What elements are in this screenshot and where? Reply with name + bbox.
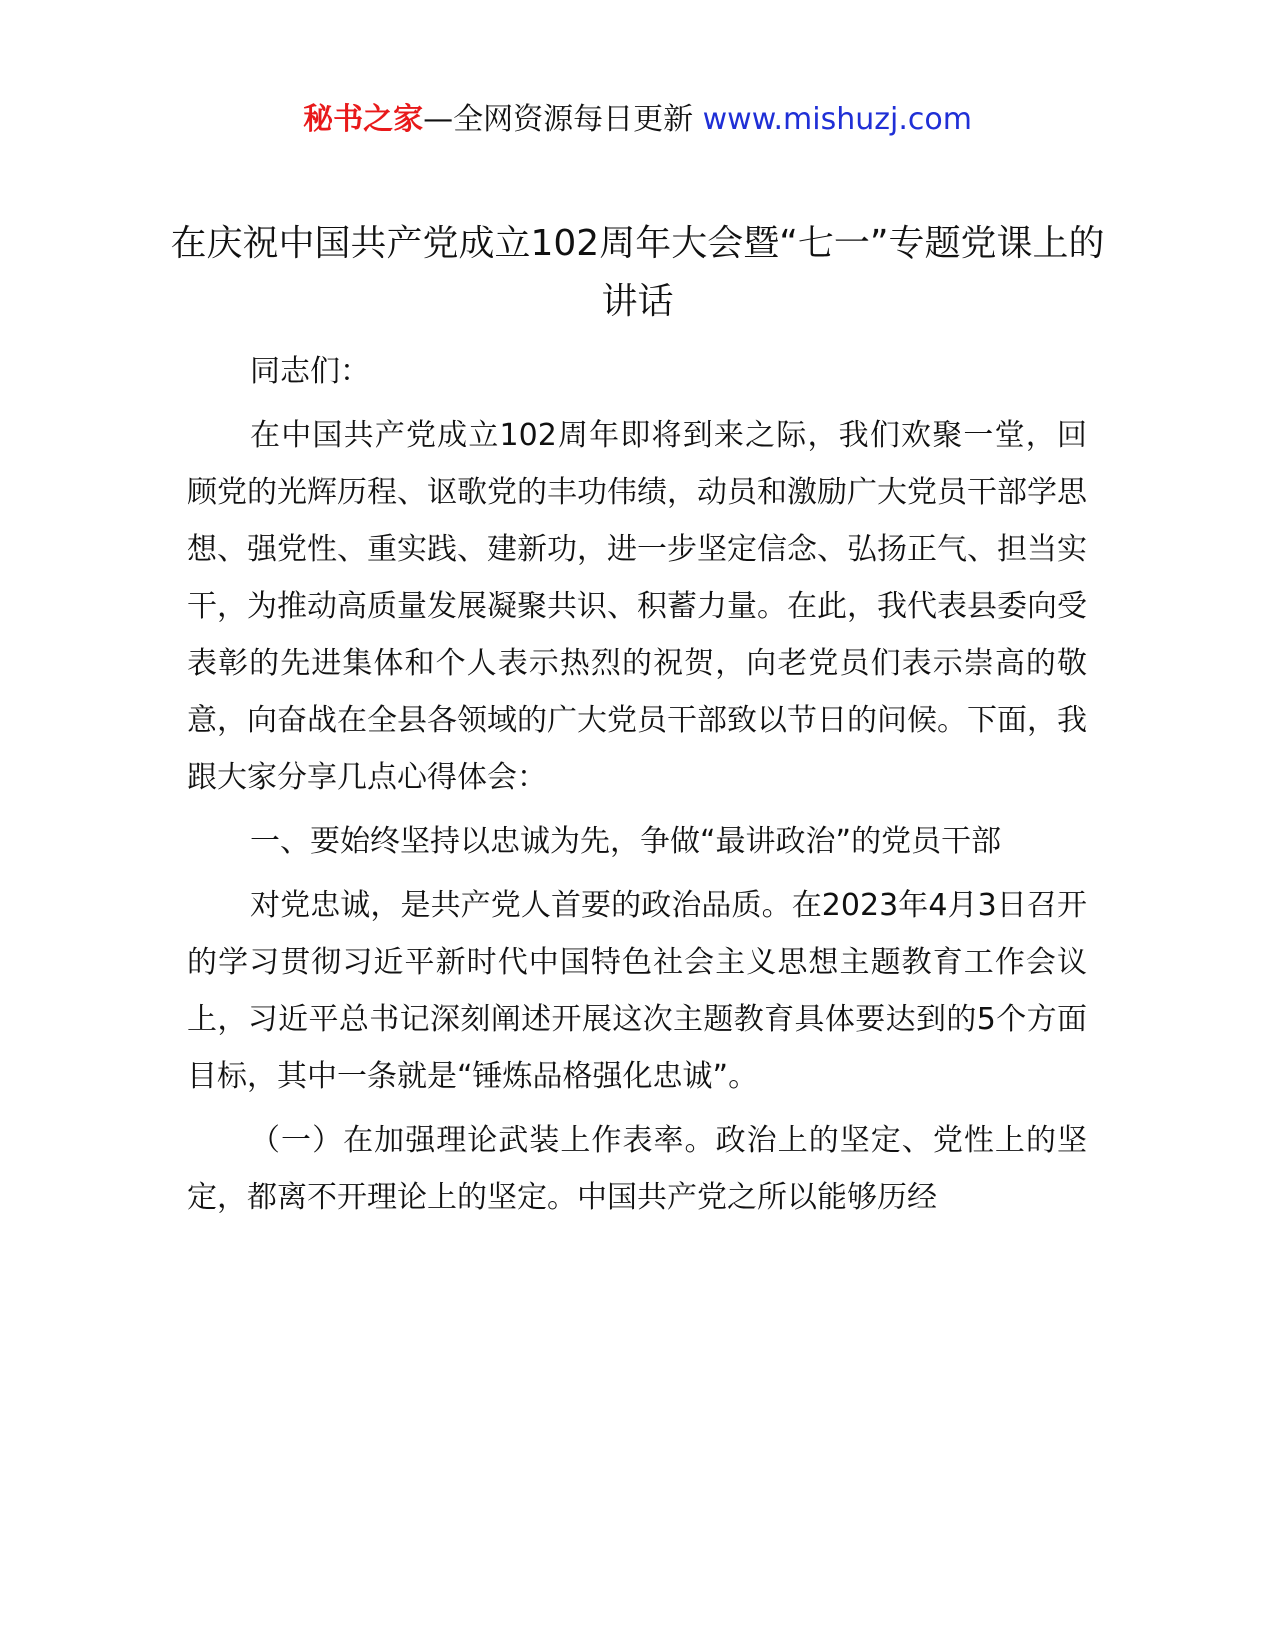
subsection-paragraph: （一）在加强理论武装上作表率。政治上的坚定、党性上的坚定，都离不开理论上的坚定。中国共产党之所以能够历经 [187,1123,1087,1215]
site-url-link[interactable]: www.mishuzj.com [702,102,972,137]
document-body [187,343,1087,1233]
body-paragraph: 对党忠诚，是共产党人首要的政治品质。在2023年4月3日召开的学习贯彻习近平新时代中国特色社会主义思想主题教育工作会议上，习近平总书记深刻阐述开展这次主题教育具体要达到的5个方面目标，其中一条就是“锤炼品格强化忠诚”。 [187,888,1087,1094]
site-header [0,98,1275,142]
document-title: 在庆祝中国共产党成立102周年大会暨“七一”专题党课上的讲话 [170,223,1105,322]
section-heading: 一、要始终坚持以忠诚为先，争做“最讲政治”的党员干部 [250,824,1002,859]
site-brand: 秘书之家 [303,102,424,137]
salutation: 同志们： [250,354,370,389]
site-tagline: —全网资源每日更新 [423,102,694,137]
intro-paragraph: 在中国共产党成立102周年即将到来之际，我们欢聚一堂，回顾党的光辉历程、讴歌党的丰功伟绩，动员和激励广大党员干部学思想、强党性、重实践、建新功，进一步坚定信念、弘扬正气、担当实干，为推动高质量发展凝聚共识、积蓄力量。在此，我代表县委向受表彰的先进集体和个人表示热烈的祝贺，向老党员们表示崇高的敬意，向奋战在全县各领域的广大党员干部致以节日的问候。下面，我跟大家分享几点心得体会： [187,418,1087,795]
